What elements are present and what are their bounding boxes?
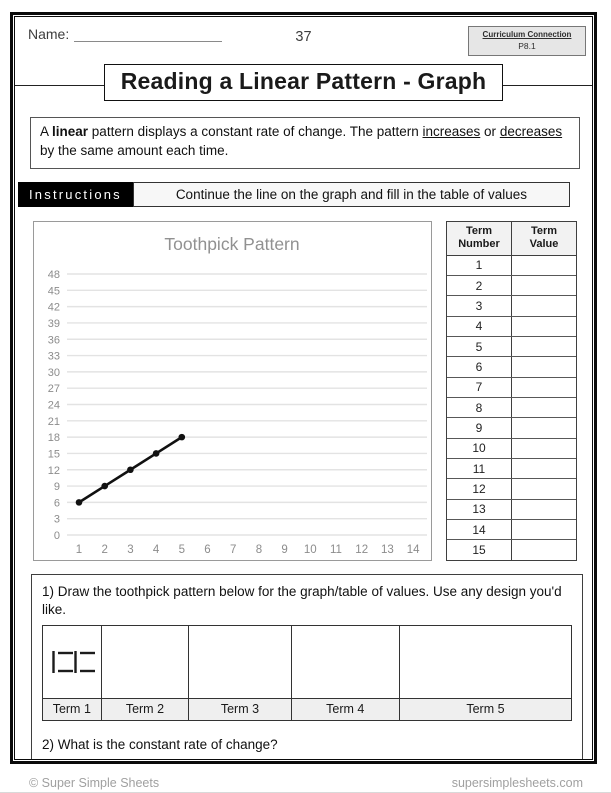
- term-number-cell: 6: [447, 357, 512, 376]
- values-table-header: [447, 222, 576, 256]
- svg-text:5: 5: [178, 543, 186, 556]
- term-4-drawing-cell[interactable]: [292, 626, 399, 698]
- term-number-cell: 9: [447, 418, 512, 437]
- svg-text:15: 15: [47, 448, 60, 461]
- info-text: or: [480, 124, 500, 139]
- curriculum-connection-code: P8.1: [518, 41, 536, 51]
- footer-website: supersimplesheets.com: [451, 776, 583, 790]
- line-chart-svg[interactable]: [34, 222, 431, 560]
- info-text: A: [40, 124, 53, 139]
- term-number-cell: 10: [447, 439, 512, 458]
- footer: [29, 776, 583, 790]
- term-value-cell[interactable]: [512, 540, 576, 559]
- term-value-cell[interactable]: [512, 459, 576, 478]
- pattern-column-term-1: [43, 626, 102, 720]
- svg-text:21: 21: [47, 415, 60, 428]
- term-2-drawing-cell[interactable]: [102, 626, 189, 698]
- term-value-cell[interactable]: [512, 479, 576, 498]
- svg-text:39: 39: [47, 317, 60, 330]
- values-table-row: [447, 500, 576, 520]
- info-text: by the same amount each time.: [40, 142, 229, 158]
- values-table-row: [447, 378, 576, 398]
- svg-text:6: 6: [53, 497, 60, 510]
- values-table-row: [447, 479, 576, 499]
- info-text-bold: linear: [52, 124, 89, 139]
- svg-text:10: 10: [303, 543, 317, 556]
- values-table-row: [447, 296, 576, 316]
- svg-text:12: 12: [47, 464, 60, 477]
- values-table-row: [447, 459, 576, 479]
- page-frame: [10, 12, 597, 764]
- svg-text:9: 9: [281, 543, 288, 556]
- instructions-label: Instructions: [18, 182, 133, 207]
- svg-text:3: 3: [53, 513, 60, 526]
- values-table-body: [447, 256, 576, 560]
- toothpick-pattern-chart[interactable]: [33, 221, 432, 561]
- pattern-column-term-5: [400, 626, 571, 720]
- svg-text:6: 6: [204, 543, 211, 556]
- term-1-label: Term 1: [43, 698, 101, 720]
- question-1-text: 1) Draw the toothpick pattern below for the graph/table of values. Use any design you'd like.: [42, 583, 562, 618]
- svg-text:11: 11: [330, 543, 342, 556]
- values-table-row: [447, 276, 576, 296]
- term-number-cell: 2: [447, 276, 512, 295]
- term-number-cell: 13: [447, 500, 512, 519]
- page-title: Reading a Linear Pattern - Graph: [104, 64, 504, 101]
- svg-text:33: 33: [47, 350, 60, 363]
- values-table-row: [447, 398, 576, 418]
- term-5-drawing-cell[interactable]: [400, 626, 571, 698]
- svg-text:3: 3: [127, 543, 134, 556]
- term-number-cell: 12: [447, 479, 512, 498]
- term-value-cell[interactable]: [512, 357, 576, 376]
- toothpick-example-drawing: [51, 648, 99, 676]
- pattern-column-term-4: [292, 626, 400, 720]
- svg-text:13: 13: [381, 543, 394, 556]
- definition-box: [30, 117, 580, 169]
- svg-text:12: 12: [355, 543, 369, 556]
- term-number-cell: 15: [447, 540, 512, 559]
- values-table-row: [447, 317, 576, 337]
- svg-text:24: 24: [47, 399, 60, 412]
- term-value-header: Term Value: [529, 224, 559, 251]
- term-number-cell: 8: [447, 398, 512, 417]
- term-number-cell: 1: [447, 256, 512, 275]
- values-table-row: [447, 337, 576, 357]
- term-number-cell: 4: [447, 317, 512, 336]
- term-1-drawing-cell[interactable]: [43, 626, 101, 698]
- info-text-underline: increases: [422, 124, 481, 139]
- values-table-row: [447, 520, 576, 540]
- term-value-cell[interactable]: [512, 256, 576, 275]
- curriculum-connection-box: [468, 26, 586, 56]
- term-value-cell[interactable]: [512, 520, 576, 539]
- term-number-cell: 7: [447, 378, 512, 397]
- svg-text:Toothpick Pattern: Toothpick Pattern: [164, 233, 300, 254]
- curriculum-connection-title: Curriculum Connection: [482, 30, 572, 39]
- values-table-row: [447, 256, 576, 276]
- instructions-bar: [18, 182, 570, 207]
- values-table-row: [447, 439, 576, 459]
- svg-text:1: 1: [75, 543, 83, 556]
- footer-copyright: © Super Simple Sheets: [29, 776, 160, 790]
- question-2-text: 2) What is the constant rate of change?: [42, 737, 278, 753]
- svg-text:42: 42: [47, 301, 60, 314]
- term-number-header: Term Number: [447, 222, 512, 255]
- term-number-cell: 3: [447, 296, 512, 315]
- svg-text:48: 48: [47, 268, 60, 281]
- pattern-column-term-3: [189, 626, 291, 720]
- term-number-cell: 11: [447, 459, 512, 478]
- term-4-label: Term 4: [292, 698, 399, 720]
- pattern-drawing-table: [42, 625, 572, 721]
- svg-text:9: 9: [53, 480, 60, 493]
- svg-text:18: 18: [47, 431, 60, 444]
- term-3-drawing-cell[interactable]: [189, 626, 290, 698]
- info-text: pattern displays a constant rate of change. The pattern: [88, 124, 423, 139]
- questions-box: [31, 574, 583, 760]
- info-text-underline: decreases: [499, 124, 563, 139]
- svg-text:4: 4: [152, 543, 160, 556]
- values-table-row: [447, 418, 576, 438]
- graph-and-table-row: [33, 221, 577, 561]
- svg-text:14: 14: [406, 543, 420, 556]
- term-number-cell: 14: [447, 520, 512, 539]
- instructions-text: Continue the line on the graph and fill in the table of values: [133, 182, 570, 207]
- svg-text:8: 8: [255, 543, 263, 556]
- term-5-label: Term 5: [400, 698, 571, 720]
- values-table: [446, 221, 577, 561]
- page-frame-inner: [14, 16, 593, 760]
- svg-text:0: 0: [53, 529, 60, 542]
- svg-text:27: 27: [47, 382, 60, 395]
- values-table-row: [447, 357, 576, 377]
- svg-text:36: 36: [47, 334, 60, 347]
- term-value-cell[interactable]: [512, 276, 576, 295]
- pattern-column-term-2: [102, 626, 190, 720]
- term-value-cell[interactable]: [512, 439, 576, 458]
- term-value-cell[interactable]: [512, 418, 576, 437]
- term-value-cell[interactable]: [512, 398, 576, 417]
- svg-text:30: 30: [47, 366, 60, 379]
- page-number: 37: [295, 29, 312, 45]
- term-value-cell[interactable]: [512, 378, 576, 397]
- values-table-row: [447, 540, 576, 559]
- term-value-cell[interactable]: [512, 296, 576, 315]
- term-number-cell: 5: [447, 337, 512, 356]
- term-value-cell[interactable]: [512, 317, 576, 336]
- term-2-label: Term 2: [102, 698, 189, 720]
- name-label: Name:: [28, 26, 70, 42]
- svg-text:7: 7: [229, 543, 237, 556]
- term-value-cell[interactable]: [512, 337, 576, 356]
- svg-text:45: 45: [47, 285, 60, 298]
- term-value-cell[interactable]: [512, 500, 576, 519]
- term-3-label: Term 3: [189, 698, 290, 720]
- header: [15, 17, 592, 63]
- title-section: [15, 64, 592, 108]
- svg-text:2: 2: [101, 543, 108, 556]
